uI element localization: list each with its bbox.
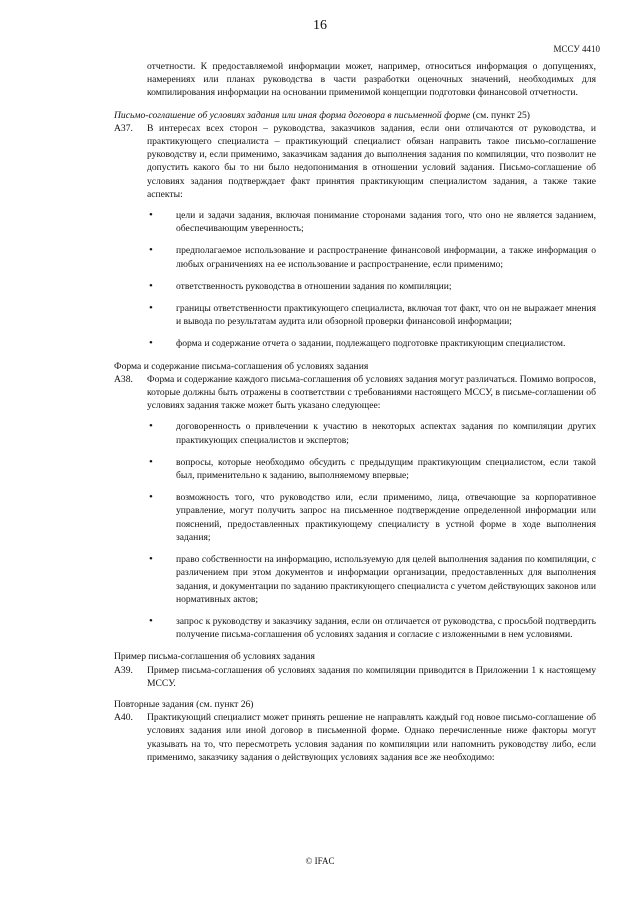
bullet-list	[147, 420, 596, 641]
bullet-icon: •	[149, 553, 153, 566]
document-body	[114, 60, 596, 772]
page-number: 16	[313, 18, 327, 33]
list-item: • право собственности на информацию, используемую для целей выполнения задания по компиляции, с различением при этом документов и информации организации, предоставленных для выполнения задания, и документации по заданию практикующего специалиста с учетом действующих законов или нормативных актов;	[149, 553, 596, 605]
list-item: • договоренность о привлечении к участию в некоторых аспектах задания по компиляции других практикующих специалистов и экспертов;	[149, 420, 596, 446]
list-item: • возможность того, что руководство или, если применимо, лица, отвечающие за корпоративное управление, могут получить запрос на письменное подтверждение определенной информации или пояснений, предоставленных практикующему специалисту в устной форме в ходе выполнения задания;	[149, 491, 596, 543]
paragraph-text: В интересах всех сторон – руководства, заказчиков задания, если они отличаются от руководства, и практикующего специалиста – практикующий специалист обязан направить такое письмо-соглашение руководству и, если применимо, заказчикам задания до выполнения задания по компиляции, что позволит не допустить какого бы то ни было недопонимания в отношении условий задания. Письмо-соглашение об условиях задания подтверждает факт принятия практикующим специалистом задания, а также такие аспекты:	[147, 122, 596, 200]
paragraph-a39	[114, 664, 596, 690]
intro-paragraph: отчетности. К предоставляемой информации может, например, относиться информация о допущениях, намерениях или планах руководства в части разработки оценочных значений, необходимых для компилирования информации на основании применимой концепции подготовки финансовой отчетности.	[147, 61, 596, 99]
section-heading-recurring: Повторные задания (см. пункт 26)	[114, 698, 254, 710]
paragraph-number: A40.	[114, 712, 133, 724]
paragraph-text: Пример письма-соглашения об условиях задания по компиляции приводится в Приложении 1 к настоящему МССУ.	[147, 664, 596, 689]
bullet-icon: •	[149, 614, 153, 627]
paragraph-text: Практикующий специалист может принять решение не направлять каждый год новое письмо-соглашение об условиях задания или иной договор в письменной форме. Однако перечисленные ниже факторы могут указывать на то, что пересмотреть условия задания по компиляции или напомнить руководству либо, если применимо, заказчику задания о действующих условиях задания все же необходимо:	[147, 712, 596, 763]
list-item: • предполагаемое использование и распространение финансовой информации, а также информация о любых ограничениях на ее использование и распространение, если применимо;	[149, 244, 596, 270]
bullet-list	[147, 209, 596, 351]
section-heading-italic: Письмо-соглашение об условиях задания или иная форма договора в письменной форме	[114, 109, 471, 121]
bullet-icon: •	[149, 209, 153, 222]
section-heading-form-content: Форма и содержание письма-соглашения об условиях задания	[114, 360, 369, 372]
paragraph-a40	[114, 711, 596, 764]
section-heading-example: Пример письма-соглашения об условиях задания	[114, 651, 315, 663]
list-item: • вопросы, которые необходимо обсудить с предыдущим практикующим специалистом, если такой был, применительно к заданию, выполняемому впервые;	[149, 455, 596, 482]
bullet-icon: •	[149, 491, 153, 504]
list-item: • границы ответственности практикующего специалиста, включая тот факт, что он не выражает мнения и вывода по результатам аудита или обзорной проверки финансовой информации;	[149, 302, 596, 328]
paragraph-number: A37.	[114, 122, 133, 134]
list-item: • форма и содержание отчета о задании, подлежащего подготовке практикующим специалистом.	[149, 337, 566, 350]
section-heading-engagement-letter	[114, 109, 596, 122]
bullet-icon: •	[149, 244, 153, 257]
paragraph-a37	[114, 122, 596, 351]
paragraph-number: A38.	[114, 373, 133, 385]
list-item: • ответственность руководства в отношении задания по компиляции;	[149, 279, 452, 292]
section-heading-ref: (см. пункт 25)	[470, 109, 530, 121]
bullet-icon: •	[149, 279, 153, 292]
paragraph-text: Форма и содержание каждого письма-соглашения об условиях задания могут различаться. Помимо вопросов, которые должны быть отражены в соответствии с требованиями настоящего МССУ, в письме-соглашении об условиях задания также может быть указано следующее:	[147, 373, 596, 412]
paragraph-number: A39.	[114, 664, 133, 676]
bullet-icon: •	[149, 455, 153, 468]
bullet-icon: •	[149, 420, 153, 433]
bullet-icon: •	[149, 337, 153, 350]
list-item: • цели и задачи задания, включая понимание сторонами задания того, что оно не является заданием, обеспечивающим уверенность;	[149, 209, 596, 235]
paragraph-a38	[114, 373, 596, 641]
page-footer: © IFAC	[305, 856, 335, 866]
list-item: • запрос к руководству и заказчику задания, если он отличается от руководства, с просьбой подтвердить получение письма-соглашения об условиях задания и согласие с изложенными в нем условиями.	[149, 614, 596, 641]
document-code: МССУ 4410	[553, 44, 600, 54]
bullet-icon: •	[149, 302, 153, 315]
